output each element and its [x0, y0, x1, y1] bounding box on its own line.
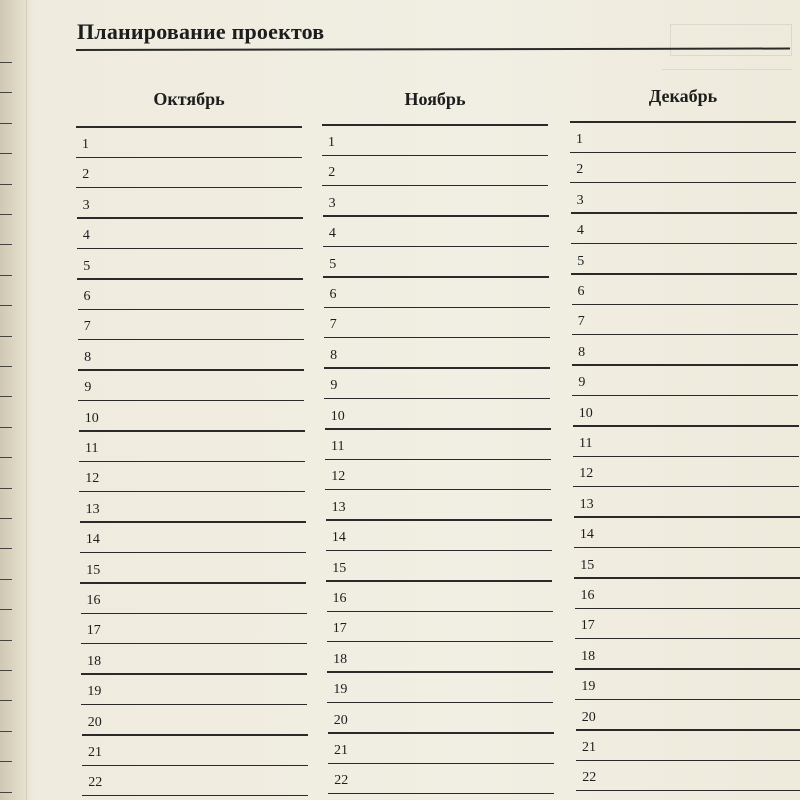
day-number: 17	[332, 621, 347, 637]
day-number: 3	[328, 195, 336, 211]
edge-tick	[0, 184, 12, 185]
edge-tick	[0, 700, 12, 701]
day-number: 10	[578, 405, 593, 421]
month-column-october	[76, 0, 302, 800]
month-column-december	[570, 0, 796, 800]
day-row[interactable]	[80, 493, 306, 523]
day-row[interactable]	[77, 219, 303, 249]
day-number: 16	[580, 588, 595, 603]
day-number: 16	[332, 591, 347, 606]
day-row[interactable]	[575, 609, 800, 639]
day-row[interactable]	[324, 278, 550, 308]
day-row[interactable]	[81, 614, 307, 644]
day-number: 12	[85, 471, 100, 487]
day-row[interactable]	[327, 673, 553, 703]
day-row[interactable]	[572, 275, 798, 305]
day-number: 6	[329, 287, 337, 302]
day-number: 9	[330, 378, 338, 394]
day-number: 3	[82, 197, 90, 213]
day-row[interactable]	[78, 341, 304, 371]
day-row[interactable]	[326, 521, 552, 551]
day-number: 10	[84, 410, 99, 426]
day-number: 7	[329, 317, 337, 333]
day-number: 22	[334, 773, 349, 789]
day-row[interactable]	[326, 491, 552, 521]
day-write-line	[576, 790, 800, 792]
day-row[interactable]	[78, 280, 304, 310]
day-row[interactable]	[573, 427, 799, 457]
day-row[interactable]	[325, 430, 551, 460]
day-number: 7	[577, 314, 585, 330]
day-row[interactable]	[328, 704, 554, 734]
day-row[interactable]	[573, 457, 799, 487]
edge-tick	[0, 518, 12, 519]
month-column-november	[322, 0, 548, 800]
day-row[interactable]	[572, 366, 798, 396]
day-number: 21	[88, 745, 102, 760]
day-row[interactable]	[572, 305, 798, 335]
day-row[interactable]	[323, 248, 549, 278]
day-number: 2	[576, 162, 584, 178]
day-row[interactable]	[574, 488, 800, 518]
day-row[interactable]	[323, 187, 549, 217]
day-number: 21	[582, 740, 596, 755]
edge-tick	[0, 214, 12, 215]
day-number: 2	[82, 167, 90, 183]
day-number: 19	[87, 684, 102, 700]
day-row[interactable]	[82, 706, 308, 736]
edge-tick	[0, 305, 12, 306]
day-row[interactable]	[574, 518, 800, 548]
day-write-line	[82, 795, 308, 797]
day-number: 5	[83, 258, 91, 274]
month-title: Декабрь	[648, 86, 718, 106]
day-number: 15	[86, 562, 101, 578]
day-row[interactable]	[324, 339, 550, 369]
day-row[interactable]	[327, 612, 553, 642]
day-number: 9	[84, 380, 92, 396]
edge-tick	[0, 670, 12, 671]
day-row[interactable]	[82, 736, 308, 766]
day-number: 19	[581, 679, 596, 695]
day-number: 10	[330, 408, 345, 424]
day-row[interactable]	[325, 460, 551, 490]
facing-page-edge	[0, 0, 27, 800]
day-write-line	[328, 793, 554, 795]
edge-tick	[0, 457, 12, 458]
day-row[interactable]	[574, 549, 800, 579]
day-row[interactable]	[78, 310, 304, 340]
day-row[interactable]	[79, 402, 305, 432]
edge-tick	[0, 427, 12, 428]
edge-tick	[0, 244, 12, 245]
day-row[interactable]	[328, 734, 554, 764]
day-row[interactable]	[81, 675, 307, 705]
day-number: 5	[577, 253, 585, 269]
day-row[interactable]	[326, 552, 552, 582]
day-number: 18	[581, 648, 596, 664]
edge-tick	[0, 153, 12, 154]
day-row[interactable]	[327, 643, 553, 673]
day-row[interactable]	[572, 336, 798, 366]
day-number: 7	[83, 319, 91, 335]
edge-tick	[0, 609, 12, 610]
day-row[interactable]	[570, 153, 796, 183]
day-row[interactable]	[571, 245, 797, 275]
day-number: 21	[334, 743, 348, 758]
day-row[interactable]	[76, 128, 302, 158]
edge-tick	[0, 396, 12, 397]
day-number: 8	[330, 347, 338, 363]
day-row[interactable]	[78, 371, 304, 401]
day-row[interactable]	[81, 584, 307, 614]
day-number: 19	[333, 682, 348, 698]
day-number: 9	[578, 375, 586, 391]
day-number: 8	[84, 349, 92, 365]
day-number: 13	[331, 499, 346, 515]
day-row[interactable]	[575, 670, 800, 700]
day-row[interactable]	[576, 761, 800, 791]
day-row[interactable]	[576, 701, 800, 731]
edge-tick	[0, 92, 12, 93]
day-number: 22	[582, 770, 597, 786]
edge-tick	[0, 579, 12, 580]
day-number: 1	[576, 132, 583, 147]
day-number: 1	[82, 137, 89, 152]
day-row[interactable]	[327, 582, 553, 612]
day-number: 15	[580, 557, 595, 573]
day-number: 5	[329, 256, 337, 272]
edge-tick	[0, 731, 12, 732]
day-row[interactable]	[324, 308, 550, 338]
day-row[interactable]	[82, 766, 308, 796]
day-row[interactable]	[322, 126, 548, 156]
day-number: 14	[579, 527, 594, 543]
day-number: 17	[86, 623, 101, 639]
day-row[interactable]	[573, 397, 799, 427]
edge-tick	[0, 123, 12, 124]
day-number: 12	[579, 466, 594, 482]
day-row[interactable]	[570, 123, 796, 153]
day-number: 12	[331, 469, 346, 485]
day-number: 6	[83, 289, 91, 304]
day-number: 6	[577, 284, 585, 299]
day-number: 18	[87, 653, 102, 669]
day-number: 18	[333, 651, 348, 667]
day-number: 17	[580, 618, 595, 634]
edge-tick	[0, 792, 12, 793]
day-number: 20	[87, 714, 102, 730]
edge-tick	[0, 366, 12, 367]
day-number: 13	[579, 496, 594, 512]
day-number: 20	[333, 712, 348, 728]
day-row[interactable]	[575, 640, 800, 670]
day-number: 8	[578, 344, 586, 360]
day-number: 11	[85, 441, 99, 456]
day-row[interactable]	[76, 158, 302, 188]
day-number: 2	[328, 165, 336, 181]
day-row[interactable]	[323, 217, 549, 247]
day-row[interactable]	[325, 400, 551, 430]
day-row[interactable]	[576, 731, 800, 761]
day-row[interactable]	[77, 189, 303, 219]
day-row[interactable]	[322, 156, 548, 186]
day-number: 4	[576, 223, 584, 239]
month-title: Ноябрь	[404, 89, 466, 109]
page-title: Планирование проектов	[77, 19, 325, 44]
day-number: 4	[328, 226, 336, 242]
day-row[interactable]	[81, 645, 307, 675]
day-row[interactable]	[571, 214, 797, 244]
day-row[interactable]	[79, 432, 305, 462]
day-number: 15	[332, 560, 347, 576]
edge-tick	[0, 336, 12, 337]
day-number: 4	[82, 228, 90, 244]
day-number: 14	[331, 530, 346, 546]
edge-tick	[0, 275, 12, 276]
edge-tick	[0, 488, 12, 489]
day-row[interactable]	[324, 369, 550, 399]
day-number: 11	[331, 439, 345, 454]
day-number: 1	[328, 135, 335, 150]
day-row[interactable]	[80, 554, 306, 584]
day-row[interactable]	[77, 250, 303, 280]
edge-tick	[0, 62, 12, 63]
day-number: 22	[88, 775, 103, 791]
day-number: 14	[85, 532, 100, 548]
day-number: 11	[579, 436, 593, 451]
day-row[interactable]	[571, 184, 797, 214]
month-title: Октябрь	[153, 89, 225, 109]
day-row[interactable]	[80, 523, 306, 553]
edge-tick	[0, 761, 12, 762]
day-row[interactable]	[79, 462, 305, 492]
edge-tick	[0, 548, 12, 549]
day-number: 20	[581, 709, 596, 725]
day-number: 3	[576, 192, 584, 208]
day-number: 16	[86, 593, 101, 608]
day-row[interactable]	[575, 579, 800, 609]
edge-tick	[0, 640, 12, 641]
day-row[interactable]	[328, 764, 554, 794]
day-number: 13	[85, 501, 100, 517]
